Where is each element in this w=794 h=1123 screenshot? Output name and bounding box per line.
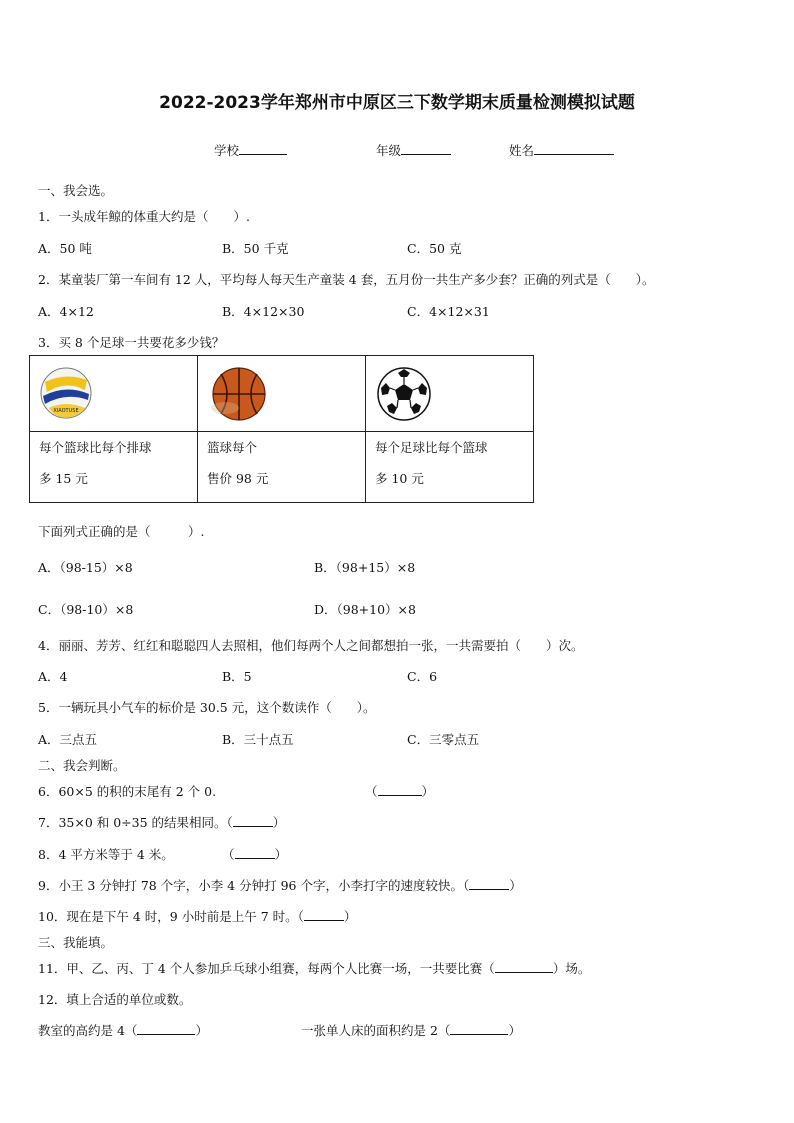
question-1-option-c[interactable]: C．50 克 xyxy=(407,241,462,256)
question-12-stem: 12．填上合适的单位或数。 xyxy=(38,992,192,1007)
volleyball-icon xyxy=(39,366,93,420)
question-12-part-2-blank[interactable] xyxy=(450,1023,508,1035)
question-10-row xyxy=(38,907,356,925)
question-10-text: 10．现在是下午 4 时，9 小时前是上午 7 时。（ xyxy=(38,909,304,924)
school-blank[interactable] xyxy=(239,142,287,155)
question-8-text: 8．4 平方米等于 4 米。 xyxy=(38,847,174,862)
question-3-option-c[interactable]: C．（98-10）×8 xyxy=(38,602,134,617)
basketball-cell xyxy=(198,356,366,432)
question-3-option-d[interactable]: D．（98+10）×8 xyxy=(314,602,416,617)
question-5-stem: 5．一辆玩具小气车的标价是 30.5 元，这个数读作（ ）。 xyxy=(38,700,376,715)
question-6-text: 6．60×5 的积的末尾有 2 个 0. xyxy=(38,784,217,799)
basketball-caption-cell xyxy=(198,432,366,503)
volleyball-caption-line1: 每个篮球比每个排球 xyxy=(39,440,152,455)
volleyball-brand-text: XIAOTUSE xyxy=(53,408,79,414)
question-12-part-1 xyxy=(38,1021,208,1039)
name-field[interactable] xyxy=(509,141,614,159)
question-9-paren-close: ） xyxy=(509,878,522,893)
soccer-ball-caption-line1: 每个足球比每个篮球 xyxy=(375,440,488,455)
school-label: 学校 xyxy=(214,143,240,158)
page-title: 2022-2023学年郑州市中原区三下数学期末质量检测模拟试题 xyxy=(159,93,635,113)
question-8-paren-close: ） xyxy=(274,847,288,862)
section-heading-3: 三、我能填。 xyxy=(38,935,114,950)
question-4-option-c[interactable]: C．6 xyxy=(407,669,438,684)
question-11-blank[interactable] xyxy=(495,961,553,973)
grade-blank[interactable] xyxy=(401,142,451,155)
basketball-caption-line1: 篮球每个 xyxy=(207,440,258,455)
question-7-text: 7．35×0 和 0÷35 的结果相同。（ xyxy=(38,815,233,830)
question-8-answer[interactable] xyxy=(222,845,287,863)
soccer-ball-caption-cell xyxy=(366,432,534,503)
question-1-option-b[interactable]: B．50 千克 xyxy=(222,241,289,256)
volleyball-caption-cell xyxy=(30,432,198,503)
question-10-blank[interactable] xyxy=(304,909,344,921)
soccer-ball-caption-line2: 多 10 元 xyxy=(375,471,424,486)
question-7-row xyxy=(38,813,285,831)
grade-field[interactable] xyxy=(376,141,451,159)
school-field[interactable] xyxy=(214,141,287,159)
question-9-text: 9．小王 3 分钟打 78 个字，小李 4 分钟打 96 个字，小李打字的速度较快。（ xyxy=(38,878,470,893)
question-10-paren-close: ） xyxy=(343,909,357,924)
question-4-option-a[interactable]: A．4 xyxy=(38,669,68,684)
ball-price-table xyxy=(29,355,534,503)
question-5-option-a[interactable]: A．三点五 xyxy=(38,732,98,747)
basketball-caption-line2: 售价 98 元 xyxy=(207,471,269,486)
question-6-paren-open: （ xyxy=(365,784,378,799)
question-1-stem: 1．一头成年鲸的体重大约是（ ）. xyxy=(38,209,250,224)
question-3-option-a[interactable]: A．（98-15）×8 xyxy=(38,560,133,575)
question-5-option-c[interactable]: C．三零点五 xyxy=(407,732,480,747)
question-1-option-a[interactable]: A．50 吨 xyxy=(38,241,92,256)
question-2-option-c[interactable]: C．4×12×31 xyxy=(407,304,490,319)
question-7-blank[interactable] xyxy=(233,815,273,827)
question-12-part-1-close: ） xyxy=(195,1023,208,1038)
question-4-stem: 4．丽丽、芳芳、红红和聪聪四人去照相，他们每两个人之间都想拍一张，一共需要拍（ ）次。 xyxy=(38,638,584,653)
question-12-part-1-blank[interactable] xyxy=(137,1023,195,1035)
question-6-paren-close: ） xyxy=(421,784,435,799)
question-5-option-b[interactable]: B．三十点五 xyxy=(222,732,294,747)
question-4-option-b[interactable]: B．5 xyxy=(222,669,252,684)
name-label: 姓名 xyxy=(509,143,535,158)
question-12-part-2-close: ） xyxy=(508,1023,521,1038)
question-12-part-2-text: 一张单人床的面积约是 2（ xyxy=(301,1023,451,1038)
question-7-paren-close: ） xyxy=(272,815,286,830)
section-heading-2: 二、我会判断。 xyxy=(38,758,126,773)
grade-label: 年级 xyxy=(376,143,402,158)
question-3-stem: 3．买 8 个足球一共要花多少钱？ xyxy=(38,335,225,350)
question-3-prompt: 下面列式正确的是（ ）. xyxy=(38,524,205,539)
question-9-row xyxy=(38,876,522,894)
question-3-option-b[interactable]: B．（98+15）×8 xyxy=(314,560,416,575)
question-8-blank[interactable] xyxy=(235,847,275,859)
volleyball-cell xyxy=(30,356,198,432)
question-12-part-1-text: 教室的高约是 4（ xyxy=(38,1023,138,1038)
question-12-part-2 xyxy=(301,1021,521,1039)
section-heading-1: 一、我会选。 xyxy=(38,183,114,198)
volleyball-caption-line2: 多 15 元 xyxy=(39,471,88,486)
question-2-stem: 2．某童装厂第一车间有 12 人，平均每人每天生产童装 4 套，五月份一共生产多少套？正确的列式是（ ）。 xyxy=(38,272,655,287)
question-6-answer[interactable] xyxy=(365,782,434,800)
soccer-ball-cell xyxy=(366,356,534,432)
question-6-blank[interactable] xyxy=(378,784,422,796)
soccer-ball-icon xyxy=(375,366,433,422)
question-11-tail: ）场。 xyxy=(552,961,591,976)
question-8-paren-open: （ xyxy=(222,847,235,862)
name-blank[interactable] xyxy=(534,142,614,155)
question-2-option-b[interactable]: B．4×12×30 xyxy=(222,304,305,319)
question-11-text: 11．甲、乙、丙、丁 4 个人参加乒乓球小组赛，每两个人比赛一场，一共要比赛（ xyxy=(38,961,495,976)
question-2-option-a[interactable]: A．4×12 xyxy=(38,304,94,319)
question-11-row xyxy=(38,959,590,977)
basketball-icon xyxy=(207,366,267,422)
question-9-blank[interactable] xyxy=(469,878,509,890)
